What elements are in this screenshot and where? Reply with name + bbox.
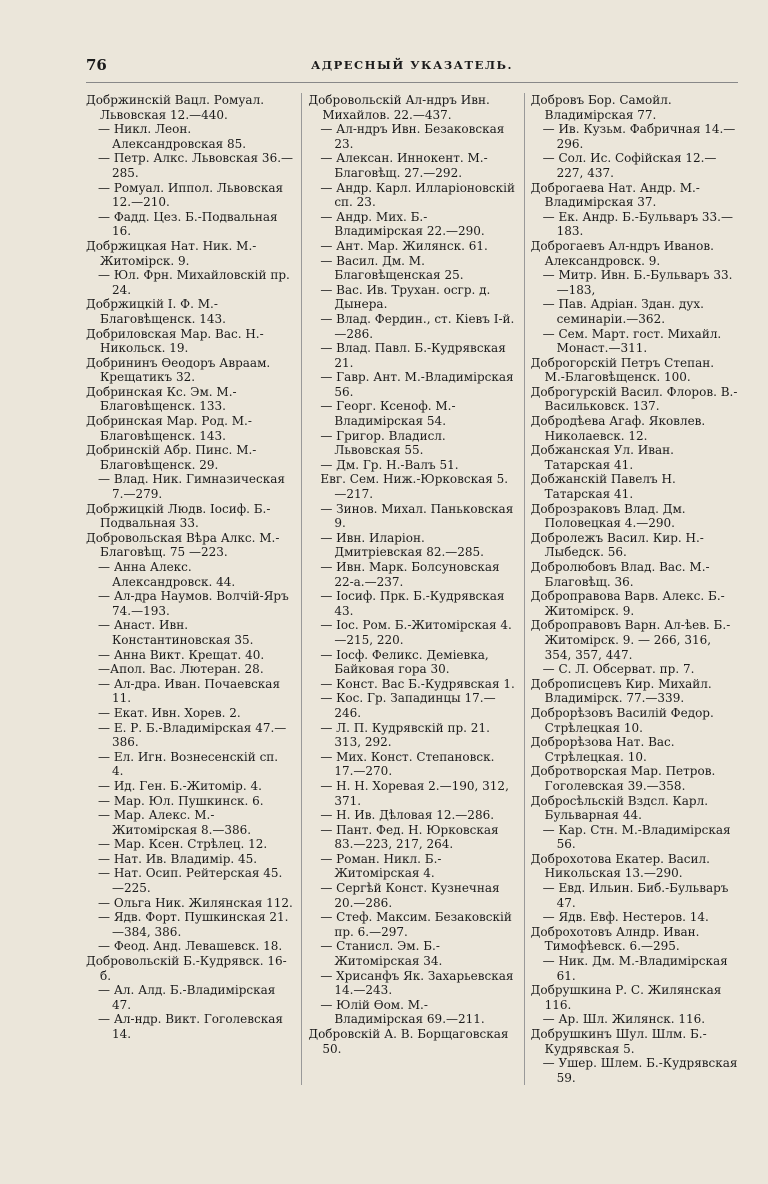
directory-entry: — Анна Алекс. Александровск. 44. [98,560,236,589]
directory-entry: — Ольга Ник. Жилянская 112. [98,895,293,910]
page-number: 76 [86,56,107,74]
directory-entry: Добрининъ Ѳеодоръ Авраам. Крещатикъ 32. [86,355,271,385]
directory-entry: — Ант. Мар. Жилянск. 61. [320,238,488,253]
directory-entry: Добровольскій Ал-ндръ Ивн. Михайлов. 22.—437. [308,93,490,122]
directory-entry: Добриловская Мар. Вас. Н.-Никольск. 19. [86,326,264,356]
directory-entry: — Дм. Гр. Н.-Валъ 51. [320,457,459,472]
directory-entry: — Хрисанфъ Як. Захарьевская 14.—243. [320,968,514,998]
directory-entry: — Андр. Карл. Илларіоновскій сп. 23. [320,180,515,210]
directory-columns [86,93,738,1085]
directory-entry: Добродѣева Агаф. Яковлев. Николаевск. 12. [530,414,706,443]
directory-entry: — Ромуал. Иппол. Львовская 12.—210. [98,180,284,210]
directory-entry: Добропиcцевъ Кир. Михайл. Владимірск. 77.—339. [530,676,712,706]
directory-entry: Доброхотова Екатер. Васил. Никольская 13.—290. [530,851,710,881]
column-3 [524,93,738,1085]
directory-entry: — Мар. Алекс. М.-Житомірская 8.—386. [98,808,252,837]
directory-entry: —Апол. Вас. Лютеран. 28. [98,662,264,677]
directory-entry: — Вас. Ив. Трухан. осгр. д. Дынера. [320,282,491,312]
directory-entry: — Е. Р. Б.-Владимірская 47.—386. [98,720,287,750]
directory-entry: — Ивн. Марк. Болсуновская 22-а.—237. [320,560,500,589]
directory-entry: — Ал. Алд. Б.-Владимірская 47. [98,983,276,1012]
directory-entry: — Стеф. Максим. Безаковскій пр. 6.—297. [320,910,512,939]
column-1 [86,93,293,1085]
directory-entry: Доброзраковъ Влад. Дм. Половецкая 4.—290. [530,501,686,531]
directory-entry: Доброгаева Нат. Андр. М.-Владимірская 37. [530,180,700,210]
directory-entry: — Митр. Ивн. Б.-Бульваръ 33.—183, [542,268,733,297]
directory-entry: Добровскій А. В. Борщаговская 50. [308,1027,509,1056]
directory-entry: — Іос. Ром. Б.-Житомірская 4.—215, 220. [320,618,512,647]
directory-entry: — Андр. Мих. Б.-Владимірская 22.—290. [320,209,485,239]
directory-entry: Добжанскій Павелъ Н. Татарская 41. [530,472,676,502]
directory-entry: Добржицкая Нат. Ник. М.-Житомірск. 9. [86,238,257,268]
directory-entry: — Кос. Гр. Западинцы 17.—246. [320,691,496,720]
directory-entry: — Георг. Ксеноф. М.-Владимірская 54. [320,399,456,429]
directory-entry: Добровольскій Б.-Кудрявск. 16-б. [86,954,287,983]
directory-entry: — Анна Викт. Крещат. 40. [98,647,265,662]
directory-entry: — Фадд. Цез. Б.-Подвальная 16. [98,209,278,239]
directory-entry: — Юл. Фрн. Михайловскій пр. 24. [98,268,290,297]
directory-entry: — Мар. Юл. Пушкинск. 6. [98,793,264,808]
directory-entry: — Н. Ив. Дѣловая 12.—286. [320,808,495,823]
directory-entry: Добротворская Мар. Петров. Гоголевская 39.—358. [530,764,716,793]
directory-entry: — Роман. Никл. Б.-Житомірская 4. [320,851,442,881]
directory-entry: — Юлій Ѳом. М.-Владимірская 69.—211. [320,997,485,1027]
directory-entry: — Пав. Адріан. Здан. дух. семинаріи.—362. [542,297,704,326]
directory-entry: — Нат. Осип. Рейтерская 45.—225. [98,866,283,896]
directory-entry: — Феод. Анд. Левашевск. 18. [98,939,283,954]
directory-entry: Добрушкина Р. С. Жилянская 116. [530,983,722,1012]
directory-entry: Добролюбовъ Влад. Вас. М.-Благовѣщ. 36. [530,560,710,589]
directory-entry: — Никл. Леон. Александровская 85. [98,122,247,151]
directory-entry: — Влад. Павл. Б.-Кудрявская 21. [320,341,506,370]
directory-entry: — Мар. Ксен. Стрѣлец. 12. [98,837,268,852]
directory-entry: Добржицкій I. Ф. М.-Благовѣщенск. 143. [86,297,226,326]
directory-entry: Добровъ Бор. Самойл. Владимірская 77. [530,93,672,122]
directory-entry: — Станисл. Эм. Б.-Житомірская 34. [320,939,443,969]
directory-entry: — Ивн. Иларіон. Дмитріевская 82.—285. [320,530,484,560]
directory-entry: — Нат. Ив. Владимір. 45. [98,851,258,866]
directory-entry: — Н. Н. Хоревая 2.—190, 312, 371. [320,778,509,808]
directory-entry: — С. Л. Обсерват. пр. 7. [542,662,695,677]
directory-entry: — Влад. Ник. Гимназическая 7.—279. [98,472,285,502]
directory-entry: — Григор. Владисл. Львовская 55. [320,428,446,458]
directory-entry: — Екат. Ивн. Хорев. 2. [98,705,241,720]
directory-entry: Добржицкій Людв. Іосиф. Б.-Подвальная 33. [86,501,271,531]
directory-entry: — Алексан. Иннокент. М.-Благовѣщ. 27.—292. [320,151,488,180]
directory-entry: — Ел. Игн. Вознесенскій сп. 4. [98,749,279,779]
column-2 [301,93,515,1085]
directory-entry: — Ал-ндр. Викт. Гоголевская 14. [98,1012,283,1041]
directory-entry: Евг. Сем. Ниж.-Юрковская 5.—217. [320,472,509,502]
directory-entry: Доброхотовъ Алндр. Иван. Тимофѣевск. 6.—295. [530,924,700,954]
directory-entry: — Влад. Фердин., ст. Кіевъ I-й.—286. [320,311,515,341]
directory-entry: — Сем. Март. гост. Михайл. Монаст.—311. [542,326,722,356]
directory-entry: Добросѣльскій Вздсл. Карл. Бульварная 44. [530,793,709,823]
directory-entry: Доброгорскій Петръ Степан. М.-Благовѣщенск. 100. [530,355,715,385]
directory-entry: — Ядв. Форт. Пушкинская 21.—384, 386. [98,910,289,939]
directory-entry: — Ар. Шл. Жилянск. 116. [542,1012,706,1027]
directory-entry: — Гавр. Ант. М.-Владимірская 56. [320,370,514,399]
directory-entry: Доброрѣзова Нат. Вас. Стрѣлецкая. 10. [530,735,675,764]
directory-entry: Доброрѣзовъ Василій Федор. Стрѣлецкая 10. [530,705,714,735]
directory-entry: — Ид. Ген. Б.-Житомір. 4. [98,778,262,793]
page-header [86,52,738,83]
directory-entry: Добржинскій Вацл. Ромуал. Львовская 12.—440. [86,93,265,122]
directory-entry: Добринская Мар. Род. М.-Благовѣщенск. 143. [86,414,252,443]
directory-entry: — Ек. Андр. Б.-Бульваръ 33.—183. [542,209,733,239]
directory-entry: — Конст. Вас Б.-Кудрявская 1. [320,676,515,691]
directory-entry: — Ал-дра. Иван. Почаевская 11. [98,676,281,706]
directory-entry: Доброгурскій Васил. Флоров. В.-Васильковск. 137. [530,384,738,414]
running-title: АДРЕСНЫЙ УКАЗАТЕЛЬ. [310,58,514,72]
directory-entry: — Петр. Алкс. Львовская 36.—285. [98,151,294,180]
directory-entry: Добролежъ Васил. Кир. Н.-Лыбедск. 56. [530,530,704,560]
directory-entry: — Ник. Дм. М.-Владимірская 61. [542,954,728,983]
directory-entry: — Анаст. Ивн. Константиновская 35. [98,618,254,647]
directory-entry: — Ядв. Евф. Нестеров. 14. [542,910,709,925]
directory-entry: — Евд. Ильин. Биб.-Бульваръ 47. [542,881,729,910]
directory-entry: — Ушер. Шлем. Б.-Кудрявская 59. [542,1056,738,1085]
directory-entry: — Васил. Дм. М. Благовѣщенская 25. [320,253,464,283]
directory-entry: Добринскій Абр. Пинс. М.-Благовѣщенск. 29. [86,443,257,472]
directory-entry: Доброправовъ Варн. Ал-ѣев. Б.-Житомірск. 9. — 266, 316, 354, 357, 447. [530,618,731,662]
directory-entry: — Ив. Кузьм. Фабричная 14.—296. [542,122,736,151]
directory-entry: — Іосф. Феликс. Деміевка, Байковая гора 30. [320,647,489,677]
directory-entry: — Іосиф. Прк. Б.-Кудрявская 43. [320,589,505,618]
directory-entry: Добжанская Ул. Иван. Татарская 41. [530,443,674,472]
directory-entry: — Пант. Фед. Н. Юрковская 83.—223, 217, 264. [320,822,499,852]
directory-entry: — Зинов. Михал. Паньковская 9. [320,501,514,531]
directory-entry: Добринская Кс. Эм. М.-Благовѣщенск. 133. [86,384,237,414]
directory-entry: — Ал-дра Наумов. Волчій-Яръ 74.—193. [98,589,289,618]
directory-entry: Доброправова Варв. Алекс. Б.-Житомірск. 9. [530,589,725,618]
directory-entry: — Мих. Конст. Степановск. 17.—270. [320,749,495,779]
directory-entry: — Ал-ндръ Ивн. Безаковская 23. [320,122,505,151]
directory-entry: — Сол. Ис. Софійская 12.—227, 437. [542,151,717,180]
directory-entry: Добровольская Вѣра Алкс. М.-Благовѣщ. 75 —223. [86,530,280,560]
directory-entry: — Л. П. Кудрявскій пр. 21. 313, 292. [320,720,490,750]
directory-entry: Доброгаевъ Ал-ндръ Иванов. Александровск. 9. [530,238,714,268]
directory-entry: Добрушкинъ Шул. Шлм. Б.-Кудрявская 5. [530,1027,707,1056]
directory-entry: — Кар. Стн. М.-Владимірская 56. [542,822,731,852]
directory-entry: — Сергѣй Конст. Кузнечная 20.—286. [320,881,500,910]
